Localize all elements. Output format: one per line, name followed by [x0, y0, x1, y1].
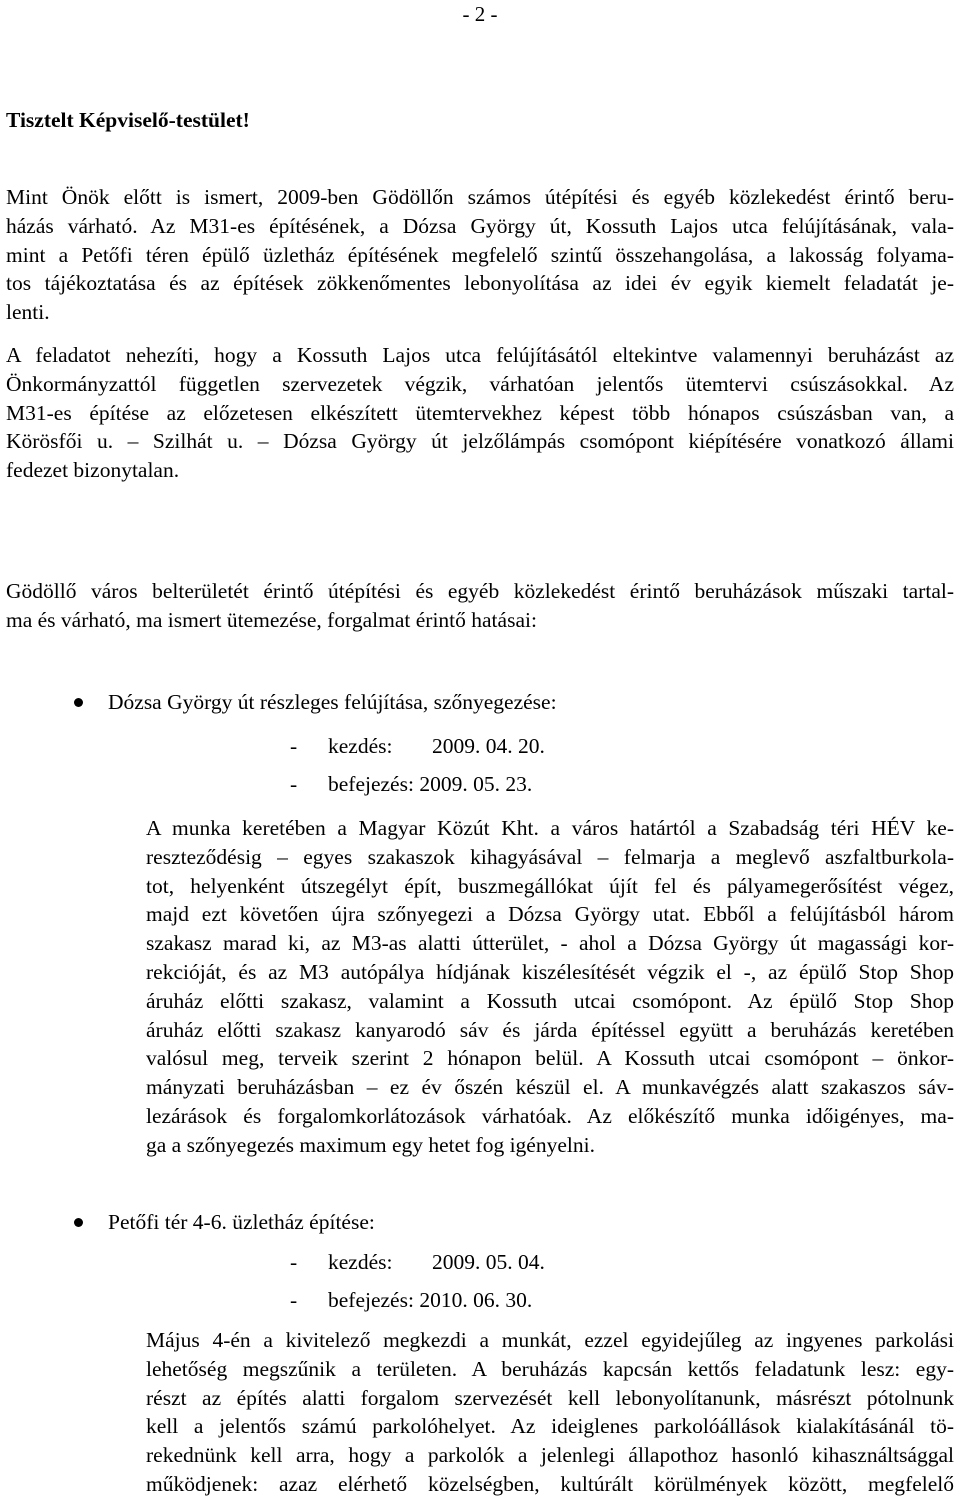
dash-icon: -: [290, 734, 298, 758]
paragraph-line: lenti.: [6, 300, 50, 325]
paragraph-line: reszteződésig – egyes szakaszok kihagyásával – felmarja a meglevő aszfaltburkola-: [146, 844, 954, 869]
paragraph-line: valósul meg, terveik szerint 2 hónapon belül. A Kossuth utcai csomópont – önkor-: [146, 1046, 954, 1071]
project-description: [146, 814, 954, 1160]
project-title: [74, 688, 557, 716]
project-start-date: [290, 1248, 545, 1276]
paragraph-line: Gödöllő város belterületét érintő útépítési és egyéb közlekedést érintő beruházások műszaki tartal-: [6, 579, 954, 603]
paragraph-line: házás várható. Az M31-es építésének, a Dózsa György út, Kossuth Lajos utca felújításának, vala-: [6, 213, 954, 238]
paragraph-line: ma és várható, ma ismert ütemezése, forgalmat érintő hatásai:: [6, 607, 537, 632]
project-start-date: [290, 732, 545, 760]
end-label: befejezés:: [328, 772, 414, 796]
bullet-icon: [74, 698, 83, 707]
paragraph-line: tos tájékoztatása és az építések zökkenőmentes lebonyolítása az idei év egyik kiemelt feladatát je-: [6, 271, 954, 296]
paragraph-line: A munka keretében a Magyar Közút Kht. a város határtól a Szabadság téri HÉV ke-: [146, 816, 954, 840]
paragraph-line: áruház előtti szakasz, valamint a Kossuth utcai csomópont. Az épülő Stop Shop: [146, 988, 954, 1013]
paragraph-line: mint a Petőfi téren épülő üzletház építésének megfelelő szintű összehangolása, a lakosság folyama-: [6, 242, 954, 267]
page-number: - 2 -: [462, 2, 498, 26]
paragraph-line: Körösfői u. – Szilhát u. – Dózsa György út jelzőlámpás csomópont kiépítésére vonatkozó állami: [6, 429, 954, 454]
paragraph-line: rekednünk kell arra, hogy a parkolók a jelenlegi állapothoz hasonló kihasználtsággal: [146, 1443, 954, 1468]
end-date-value: 2009. 05. 23.: [419, 772, 533, 796]
paragraph-line: Május 4-én a kivitelező megkezdi a munkát, ezzel egyidejűleg az ingyenes parkolási: [146, 1328, 954, 1352]
paragraph-line: majd ezt követően újra szőnyegezi a Dózsa György utat. Ebből a felújításból három: [146, 902, 954, 927]
intro-paragraph: [6, 183, 954, 327]
dash-icon: -: [290, 772, 298, 796]
start-label: kezdés:: [328, 734, 393, 758]
project-title-text: Petőfi tér 4-6. üzletház építése:: [108, 1210, 375, 1234]
paragraph-line: mányzati beruházásban – ez év őszén készül el. A munkavégzés alatt szakaszos sáv-: [146, 1075, 954, 1100]
paragraph-line: szakasz marad ki, az M3-as alatti útterület, - ahol a Dózsa György út magassági kor-: [146, 931, 954, 956]
paragraph-line: Mint Önök előtt is ismert, 2009-ben Gödöllőn számos útépítési és egyéb közlekedést érintő beru-: [6, 185, 954, 209]
paragraph-line: rekcióját, és az M3 autópálya hídjának kiszélesítését végzik el -, az épülő Stop Shop: [146, 959, 954, 984]
project-title-text: Dózsa György út részleges felújítása, szőnyegezése:: [108, 690, 557, 714]
paragraph-line: lehetőség megszűnik a területen. A beruházás kapcsán kettős feladatunk lesz: egy-: [146, 1356, 954, 1381]
end-label: befejezés:: [328, 1288, 414, 1312]
paragraph-line: M31-es építése az előzetesen elkészített ütemtervekhez képest több hónapos csúszásban van, a: [6, 400, 954, 425]
paragraph-line: A feladatot nehezíti, hogy a Kossuth Lajos utca felújításától eltekintve valamennyi beruházást az: [6, 343, 954, 367]
project-end-date: [290, 1286, 532, 1314]
end-date-value: 2010. 06. 30.: [419, 1288, 533, 1312]
start-date-value: 2009. 04. 20.: [432, 734, 545, 758]
paragraph-line: részt az építés alatti forgalom szervezését kell lebonyolítanunk, másrészt pótolnunk: [146, 1385, 954, 1410]
dash-icon: -: [290, 1288, 298, 1312]
paragraph-line: ga a szőnyegezés maximum egy hetet fog igényelni.: [146, 1132, 595, 1157]
paragraph-line: tot, helyenként útszegélyt épít, buszmegállókat újít fel és pályamegerősítést végez,: [146, 873, 954, 898]
greeting-heading: Tisztelt Képviselő-testület!: [6, 108, 250, 132]
paragraph-line: áruház előtti szakasz kanyarodó sáv és járda építéssel együtt a beruházás keretében: [146, 1017, 954, 1042]
dash-icon: -: [290, 1250, 298, 1274]
overview-paragraph: [6, 577, 954, 635]
project-end-date: [290, 770, 532, 798]
paragraph-line: lezárások és forgalomkorlátozások várhatóak. Az előkészítő munka időigényes, ma-: [146, 1103, 954, 1128]
difficulty-paragraph: [6, 341, 954, 485]
paragraph-line: Önkormányzattól független szervezetek végzik, várhatóan jelentős ütemtervi csúszásokkal. Az: [6, 371, 954, 396]
start-label: kezdés:: [328, 1250, 393, 1274]
project-description: [146, 1326, 954, 1499]
start-date-value: 2009. 05. 04.: [432, 1250, 545, 1274]
project-title: [74, 1208, 375, 1236]
bullet-icon: [74, 1218, 83, 1227]
paragraph-line: fedezet bizonytalan.: [6, 458, 180, 483]
paragraph-line: működjenek: azaz elérhető közelségben, kultúrált körülmények között, megfelelő: [146, 1471, 954, 1496]
paragraph-line: kell a jelentős számú parkolóhelyet. Az ideiglenes parkolóállások kialakításánál tö-: [146, 1414, 954, 1439]
